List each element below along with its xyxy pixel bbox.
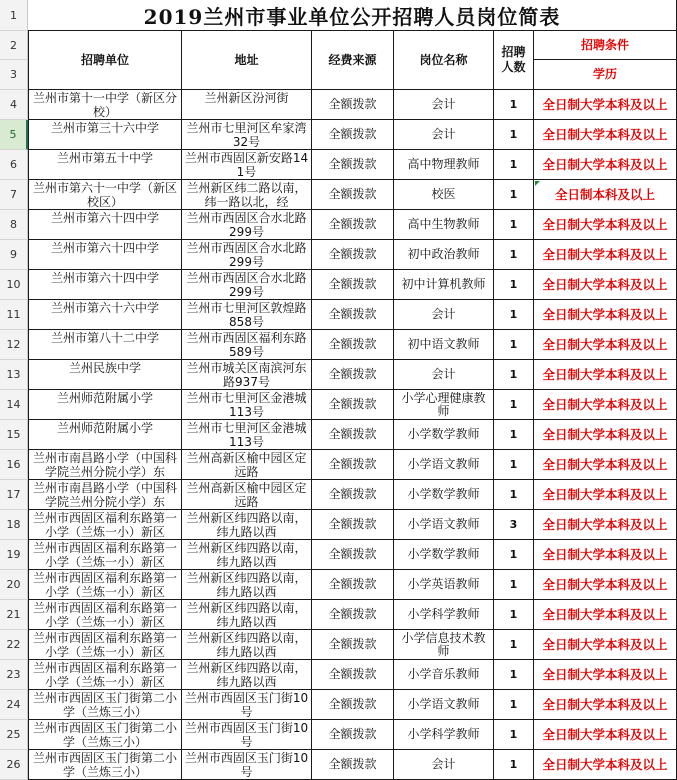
- cell-address[interactable]: 兰州市西固区玉门街10号: [182, 690, 312, 720]
- row-header-8[interactable]: 8: [0, 210, 28, 240]
- row-header-17[interactable]: 17: [0, 480, 28, 510]
- cell-count[interactable]: 1: [494, 390, 534, 420]
- cell-position[interactable]: 小学语文教师: [394, 690, 494, 720]
- cell-address[interactable]: 兰州市七里河区金港城113号: [182, 420, 312, 450]
- cell-unit[interactable]: 兰州市第五十中学: [29, 150, 182, 180]
- cell-position[interactable]: 小学科学教师: [394, 720, 494, 750]
- cell-funding[interactable]: 全额拨款: [312, 540, 394, 570]
- cell-funding[interactable]: 全额拨款: [312, 150, 394, 180]
- cell-count[interactable]: 1: [494, 540, 534, 570]
- cell-funding[interactable]: 全额拨款: [312, 600, 394, 630]
- cell-education[interactable]: 全日制大学本科及以上: [534, 270, 677, 300]
- header-education[interactable]: 学历: [534, 60, 677, 90]
- cell-address[interactable]: 兰州新区纬四路以南，纬九路以西: [182, 570, 312, 600]
- cell-funding[interactable]: 全额拨款: [312, 570, 394, 600]
- cell-position[interactable]: 小学数学教师: [394, 480, 494, 510]
- row-header-14[interactable]: 14: [0, 390, 28, 420]
- row-header-6[interactable]: 6: [0, 150, 28, 180]
- row-header-12[interactable]: 12: [0, 330, 28, 360]
- cell-unit[interactable]: 兰州市西固区福利东路第一小学（兰炼一小）新区: [29, 600, 182, 630]
- cell-address[interactable]: 兰州市七里河区金港城113号: [182, 390, 312, 420]
- cell-education[interactable]: 全日制大学本科及以上: [534, 300, 677, 330]
- row-header-2[interactable]: 2: [0, 31, 28, 60]
- header-unit[interactable]: 招聘单位: [29, 31, 182, 90]
- row-header-3[interactable]: 3: [0, 60, 28, 90]
- cell-unit[interactable]: 兰州市第六十六中学: [29, 300, 182, 330]
- cell-unit[interactable]: 兰州市南昌路小学（中国科学院兰州分院小学）东: [29, 450, 182, 480]
- cell-position[interactable]: 会计: [394, 360, 494, 390]
- cell-funding[interactable]: 全额拨款: [312, 450, 394, 480]
- header-address[interactable]: 地址: [182, 31, 312, 90]
- cell-unit[interactable]: 兰州市第三十六中学: [29, 120, 182, 150]
- cell-education[interactable]: 全日制大学本科及以上: [534, 660, 677, 690]
- cell-unit[interactable]: 兰州师范附属小学: [29, 420, 182, 450]
- cell-education[interactable]: 全日制大学本科及以上: [534, 420, 677, 450]
- cell-unit[interactable]: 兰州师范附属小学: [29, 390, 182, 420]
- cell-education[interactable]: 全日制大学本科及以上: [534, 390, 677, 420]
- row-header-24[interactable]: 24: [0, 690, 28, 720]
- cell-education[interactable]: 全日制大学本科及以上: [534, 510, 677, 540]
- cell-education[interactable]: 全日制大学本科及以上: [534, 360, 677, 390]
- cell-count[interactable]: 1: [494, 210, 534, 240]
- row-header-25[interactable]: 25: [0, 720, 28, 750]
- cell-address[interactable]: 兰州市西固区新安路141号: [182, 150, 312, 180]
- cell-position[interactable]: 初中计算机教师: [394, 270, 494, 300]
- cell-address[interactable]: 兰州新区纬四路以南，纬九路以西: [182, 540, 312, 570]
- cell-education[interactable]: 全日制大学本科及以上: [534, 90, 677, 120]
- cell-count[interactable]: 1: [494, 420, 534, 450]
- cell-funding[interactable]: 全额拨款: [312, 510, 394, 540]
- row-header-11[interactable]: 11: [0, 300, 28, 330]
- cell-position[interactable]: 小学数学教师: [394, 420, 494, 450]
- cell-address[interactable]: 兰州市西固区合水北路299号: [182, 210, 312, 240]
- cell-unit[interactable]: 兰州市西固区福利东路第一小学（兰炼一小）新区: [29, 660, 182, 690]
- cell-funding[interactable]: 全额拨款: [312, 120, 394, 150]
- cell-count[interactable]: 1: [494, 450, 534, 480]
- cell-count[interactable]: 1: [494, 330, 534, 360]
- cell-count[interactable]: 1: [494, 630, 534, 660]
- cell-count[interactable]: 1: [494, 570, 534, 600]
- cell-count[interactable]: 1: [494, 180, 534, 210]
- cell-address[interactable]: 兰州高新区榆中园区定远路: [182, 480, 312, 510]
- header-position[interactable]: 岗位名称: [394, 31, 494, 90]
- cell-address[interactable]: 兰州新区纬四路以南，纬九路以西: [182, 660, 312, 690]
- row-header-23[interactable]: 23: [0, 660, 28, 690]
- cell-position[interactable]: 小学音乐教师: [394, 660, 494, 690]
- cell-education[interactable]: 全日制大学本科及以上: [534, 240, 677, 270]
- cell-address[interactable]: 兰州新区汾河街: [182, 90, 312, 120]
- header-funding[interactable]: 经费来源: [312, 31, 394, 90]
- row-header-13[interactable]: 13: [0, 360, 28, 390]
- cell-education[interactable]: 全日制大学本科及以上: [534, 330, 677, 360]
- cell-unit[interactable]: 兰州民族中学: [29, 360, 182, 390]
- cell-funding[interactable]: 全额拨款: [312, 690, 394, 720]
- row-header-18[interactable]: 18: [0, 510, 28, 540]
- cell-position[interactable]: 会计: [394, 90, 494, 120]
- cell-position[interactable]: 小学英语教师: [394, 570, 494, 600]
- cell-funding[interactable]: 全额拨款: [312, 240, 394, 270]
- cell-funding[interactable]: 全额拨款: [312, 750, 394, 780]
- row-header-9[interactable]: 9: [0, 240, 28, 270]
- cell-position[interactable]: 小学语文教师: [394, 450, 494, 480]
- cell-position[interactable]: 会计: [394, 300, 494, 330]
- cell-education[interactable]: 全日制大学本科及以上: [534, 210, 677, 240]
- cell-count[interactable]: 1: [494, 270, 534, 300]
- cell-unit[interactable]: 兰州市第六十一中学（新区校区）: [29, 180, 182, 210]
- sheet-title[interactable]: 2019兰州市事业单位公开招聘人员岗位简表: [28, 0, 677, 31]
- cell-count[interactable]: 1: [494, 750, 534, 780]
- cell-funding[interactable]: 全额拨款: [312, 330, 394, 360]
- cell-funding[interactable]: 全额拨款: [312, 720, 394, 750]
- cell-position[interactable]: 高中生物教师: [394, 210, 494, 240]
- cell-address[interactable]: 兰州市七里河区牟家湾32号: [182, 120, 312, 150]
- cell-education[interactable]: 全日制大学本科及以上: [534, 480, 677, 510]
- cell-address[interactable]: 兰州高新区榆中园区定远路: [182, 450, 312, 480]
- cell-position[interactable]: 小学心理健康教师: [394, 390, 494, 420]
- cell-count[interactable]: 1: [494, 480, 534, 510]
- cell-education[interactable]: 全日制大学本科及以上: [534, 750, 677, 780]
- cell-position[interactable]: 小学语文教师: [394, 510, 494, 540]
- row-header-1[interactable]: 1: [0, 0, 28, 31]
- cell-education[interactable]: 全日制大学本科及以上: [534, 630, 677, 660]
- cell-error-indicator-icon: [535, 181, 540, 186]
- cell-position[interactable]: 初中政治教师: [394, 240, 494, 270]
- cell-count[interactable]: 1: [494, 120, 534, 150]
- cell-address[interactable]: 兰州市西固区玉门街10号: [182, 750, 312, 780]
- cell-unit[interactable]: 兰州市南昌路小学（中国科学院兰州分院小学）东: [29, 480, 182, 510]
- cell-funding[interactable]: 全额拨款: [312, 300, 394, 330]
- cell-unit[interactable]: 兰州市第十一中学（新区分校）: [29, 90, 182, 120]
- cell-position[interactable]: 小学科学教师: [394, 600, 494, 630]
- cell-address[interactable]: 兰州新区纬四路以南，纬九路以西: [182, 510, 312, 540]
- cell-funding[interactable]: 全额拨款: [312, 90, 394, 120]
- cell-count[interactable]: 1: [494, 360, 534, 390]
- row-header-16[interactable]: 16: [0, 450, 28, 480]
- cell-count[interactable]: 1: [494, 660, 534, 690]
- cell-address[interactable]: 兰州市西固区玉门街10号: [182, 720, 312, 750]
- row-header-22[interactable]: 22: [0, 630, 28, 660]
- cell-count[interactable]: 1: [494, 690, 534, 720]
- cell-unit[interactable]: 兰州市西固区福利东路第一小学（兰炼一小）新区: [29, 510, 182, 540]
- cell-education[interactable]: 全日制大学本科及以上: [534, 570, 677, 600]
- cell-count[interactable]: 1: [494, 150, 534, 180]
- cell-unit[interactable]: 兰州市第八十二中学: [29, 330, 182, 360]
- cell-address[interactable]: 兰州新区纬二路以南，纬一路以北，经: [182, 180, 312, 210]
- cell-unit[interactable]: 兰州市西固区福利东路第一小学（兰炼一小）新区: [29, 630, 182, 660]
- cell-count[interactable]: 1: [494, 600, 534, 630]
- cell-unit[interactable]: 兰州市西固区玉门街第二小学（兰炼三小）: [29, 720, 182, 750]
- cell-unit[interactable]: 兰州市西固区玉门街第二小学（兰炼三小）: [29, 750, 182, 780]
- cell-education[interactable]: 全日制大学本科及以上: [534, 450, 677, 480]
- cell-funding[interactable]: 全额拨款: [312, 480, 394, 510]
- cell-unit[interactable]: 兰州市西固区玉门街第二小学（兰炼三小）: [29, 690, 182, 720]
- cell-count[interactable]: 1: [494, 240, 534, 270]
- row-header-10[interactable]: 10: [0, 270, 28, 300]
- row-header-5[interactable]: 5: [0, 120, 28, 150]
- cell-unit[interactable]: 兰州市西固区福利东路第一小学（兰炼一小）新区: [29, 540, 182, 570]
- row-header-19[interactable]: 19: [0, 540, 28, 570]
- cell-unit[interactable]: 兰州市第六十四中学: [29, 270, 182, 300]
- cell-address[interactable]: 兰州市七里河区敦煌路858号: [182, 300, 312, 330]
- cell-funding[interactable]: 全额拨款: [312, 210, 394, 240]
- cell-unit[interactable]: 兰州市西固区福利东路第一小学（兰炼一小）新区: [29, 570, 182, 600]
- cell-funding[interactable]: 全额拨款: [312, 420, 394, 450]
- cell-funding[interactable]: 全额拨款: [312, 660, 394, 690]
- cell-count[interactable]: 1: [494, 300, 534, 330]
- cell-education[interactable]: 全日制大学本科及以上: [534, 690, 677, 720]
- cell-position[interactable]: 校医: [394, 180, 494, 210]
- cell-position[interactable]: 会计: [394, 750, 494, 780]
- cell-address[interactable]: 兰州市西固区合水北路299号: [182, 270, 312, 300]
- cell-funding[interactable]: 全额拨款: [312, 390, 394, 420]
- cell-position[interactable]: 高中物理教师: [394, 150, 494, 180]
- row-header-26[interactable]: 26: [0, 750, 28, 780]
- cell-funding[interactable]: 全额拨款: [312, 270, 394, 300]
- cell-education[interactable]: 全日制大学本科及以上: [534, 540, 677, 570]
- cell-address[interactable]: 兰州新区纬四路以南，纬九路以西: [182, 630, 312, 660]
- row-header-15[interactable]: 15: [0, 420, 28, 450]
- cell-address[interactable]: 兰州市城关区南滨河东路937号: [182, 360, 312, 390]
- cell-count[interactable]: 1: [494, 720, 534, 750]
- cell-education[interactable]: 全日制大学本科及以上: [534, 720, 677, 750]
- row-header-20[interactable]: 20: [0, 570, 28, 600]
- cell-unit[interactable]: 兰州市第六十四中学: [29, 210, 182, 240]
- cell-education[interactable]: 全日制大学本科及以上: [534, 150, 677, 180]
- header-conditions[interactable]: 招聘条件: [534, 31, 677, 60]
- cell-funding[interactable]: 全额拨款: [312, 630, 394, 660]
- cell-education[interactable]: 全日制大学本科及以上: [534, 120, 677, 150]
- cell-position[interactable]: 初中语文教师: [394, 330, 494, 360]
- cell-funding[interactable]: 全额拨款: [312, 360, 394, 390]
- row-header-21[interactable]: 21: [0, 600, 28, 630]
- cell-address[interactable]: 兰州市西固区福利东路589号: [182, 330, 312, 360]
- cell-address[interactable]: 兰州新区纬四路以南，纬九路以西: [182, 600, 312, 630]
- cell-position[interactable]: 小学信息技术教师: [394, 630, 494, 660]
- cell-position[interactable]: 会计: [394, 120, 494, 150]
- header-count[interactable]: 招聘人数: [494, 31, 534, 90]
- cell-count[interactable]: 1: [494, 90, 534, 120]
- cell-count[interactable]: 3: [494, 510, 534, 540]
- cell-funding[interactable]: 全额拨款: [312, 180, 394, 210]
- cell-address[interactable]: 兰州市西固区合水北路299号: [182, 240, 312, 270]
- row-header-4[interactable]: 4: [0, 90, 28, 120]
- cell-education[interactable]: 全日制大学本科及以上: [534, 600, 677, 630]
- row-header-7[interactable]: 7: [0, 180, 28, 210]
- cell-education[interactable]: 全日制本科及以上: [534, 180, 677, 210]
- cell-unit[interactable]: 兰州市第六十四中学: [29, 240, 182, 270]
- cell-position[interactable]: 小学数学教师: [394, 540, 494, 570]
